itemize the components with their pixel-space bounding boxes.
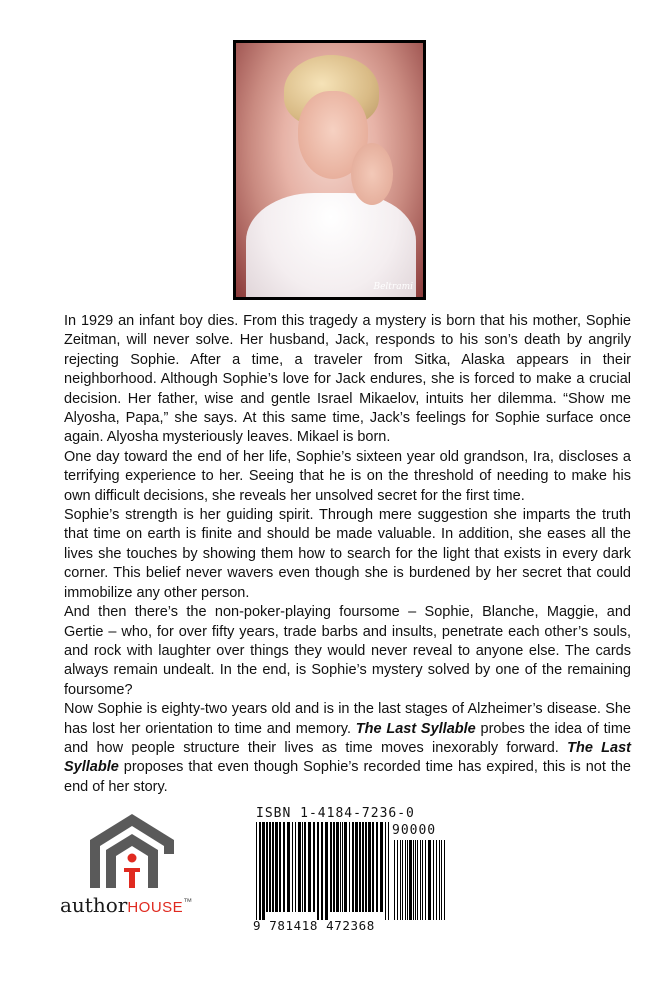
barcode-bar [425, 840, 426, 920]
barcode-bar [365, 822, 367, 912]
barcode-bar [368, 822, 371, 912]
barcode-bar [317, 822, 319, 920]
barcode-bar [417, 840, 418, 920]
publisher-logo [60, 808, 210, 918]
barcode-bar [262, 822, 265, 920]
barcode-bar [397, 840, 398, 920]
book-title-1: The Last Syllable [355, 720, 476, 737]
barcode-bar [266, 822, 268, 912]
final-text-3: proposes that even though Sophie’s recorded time has expired, this is not the end of her story. [64, 759, 631, 795]
barcode-bar [376, 822, 378, 912]
barcode-bar [256, 822, 257, 920]
barcode-bar [436, 840, 437, 920]
photo-hand [351, 143, 393, 205]
barcode-bar [336, 822, 339, 912]
barcode-bar [321, 822, 323, 920]
barcode-bar [283, 822, 285, 912]
barcode-bar [269, 822, 271, 912]
author-photo-frame [233, 40, 426, 300]
barcode-bar [259, 822, 261, 920]
barcode-bar [415, 840, 416, 920]
photographer-signature: Beltrami [373, 282, 413, 292]
barcode-bar [302, 822, 303, 912]
price-code: 90000 [392, 823, 437, 838]
blurb-paragraph-2: One day toward the end of her life, Sophie’s sixteen year old grandson, Ira, discloses a terrifying experience to her. Seeing that he is on the threshold of needing to make his own difficult decisions, she reveals her unsolved secret for the first time. [64, 448, 631, 504]
ean-digits: 9 781418 472368 [253, 918, 375, 933]
blurb-paragraph-5 [64, 700, 631, 797]
barcode-bar [342, 822, 343, 912]
barcode-bar [388, 822, 389, 920]
final-text-1: Now Sophie is eighty-two years old and is in the last stages of Alzheimer’s disease. She has lost her orientation to time and memory. [64, 701, 631, 737]
barcode-bar [433, 840, 434, 920]
isbn-barcode [244, 806, 449, 942]
barcode-bar [441, 840, 442, 920]
author-photo [236, 43, 423, 297]
house-icon [60, 808, 210, 892]
barcode-bar [292, 822, 293, 912]
final-text-2: probes the idea of time and how people structure their lives as time moves inexorably forward. [64, 720, 631, 756]
barcode-bar [272, 822, 274, 912]
barcode-bar [308, 822, 311, 912]
barcode-bar [407, 840, 408, 920]
barcode-bar [439, 840, 440, 920]
barcode-bar [333, 822, 335, 912]
trademark-symbol: ™ [183, 896, 193, 907]
barcode-bar [385, 822, 386, 920]
barcode-bar [295, 822, 296, 912]
barcode-bar [420, 840, 421, 920]
barcode-bar [422, 840, 423, 920]
barcode-bar [344, 822, 347, 912]
publisher-name-part1: author [60, 893, 128, 917]
barcode-bar [298, 822, 301, 912]
barcode-bar [413, 840, 414, 920]
barcode-bar [428, 840, 431, 920]
barcode-bar [279, 822, 281, 912]
barcode-bar [444, 840, 445, 920]
barcode-bar [355, 822, 358, 912]
barcode-bar [402, 840, 403, 920]
barcode-bar [304, 822, 306, 912]
barcode-bar [313, 822, 315, 912]
isbn-label: ISBN 1-4184-7236-0 [256, 806, 415, 821]
blurb-paragraph-4: And then there’s the non-poker-playing foursome – Sophie, Blanche, Maggie, and Gertie – who, for over fifty years, trade barbs and insults, penetrate each other’s souls, and rock with laughter over things they would never reveal to anyone else. The cards always remain undealt. In the end, is Sophie’s mystery solved by one of the remaining foursome? [64, 604, 631, 698]
book-title-2: The Last Syllable [64, 739, 631, 776]
barcode-bar [394, 840, 395, 920]
blurb-paragraph-3: Sophie’s strength is her guiding spirit. Through mere suggestion she imparts the truth that time on earth is finite and should be made valuable. In addition, she eases all the lives she touches by showing them how to search for the light that exists in every dark corner. This belief never wavers even though she is burdened by her secret that could immobilize any other person. [64, 507, 631, 601]
barcode-bar [405, 840, 406, 920]
barcode-bar [340, 822, 341, 912]
publisher-name [60, 893, 220, 917]
barcode-bar [349, 822, 350, 912]
ean-barcode-bars [254, 822, 394, 920]
barcode-bar [330, 822, 332, 912]
back-cover-blurb [64, 312, 631, 797]
barcode-bar [372, 822, 374, 912]
addon-barcode-bars [392, 840, 448, 928]
barcode-bar [275, 822, 278, 912]
publisher-name-part2: HOUSE [127, 899, 184, 916]
barcode-bar [400, 840, 401, 920]
barcode-bar [362, 822, 364, 912]
barcode-bar [380, 822, 383, 912]
barcode-bar [352, 822, 354, 912]
blurb-paragraph-1: In 1929 an infant boy dies. From this tragedy a mystery is born that his mother, Sophie Zeitman, will never solve. Her husband, Jack, responds to his son’s death by angrily rejecting Sophie. After a time, a traveler from Sitka, Alaska appears in their neighborhood. Although Sophie’s love for Jack endures, she is forced to make a crucial decision. Her father, wise and gentle Israel Mikaelov, intuits her dilemma. “Show me Alyosha, Papa,” she says. At this same time, Jack’s feelings for Sophie surface once again. Alyosha mysteriously leaves. Mikael is born. [64, 313, 631, 446]
barcode-bar [325, 822, 328, 920]
barcode-bar [287, 822, 290, 912]
barcode-bar [359, 822, 361, 912]
barcode-bar [409, 840, 412, 920]
